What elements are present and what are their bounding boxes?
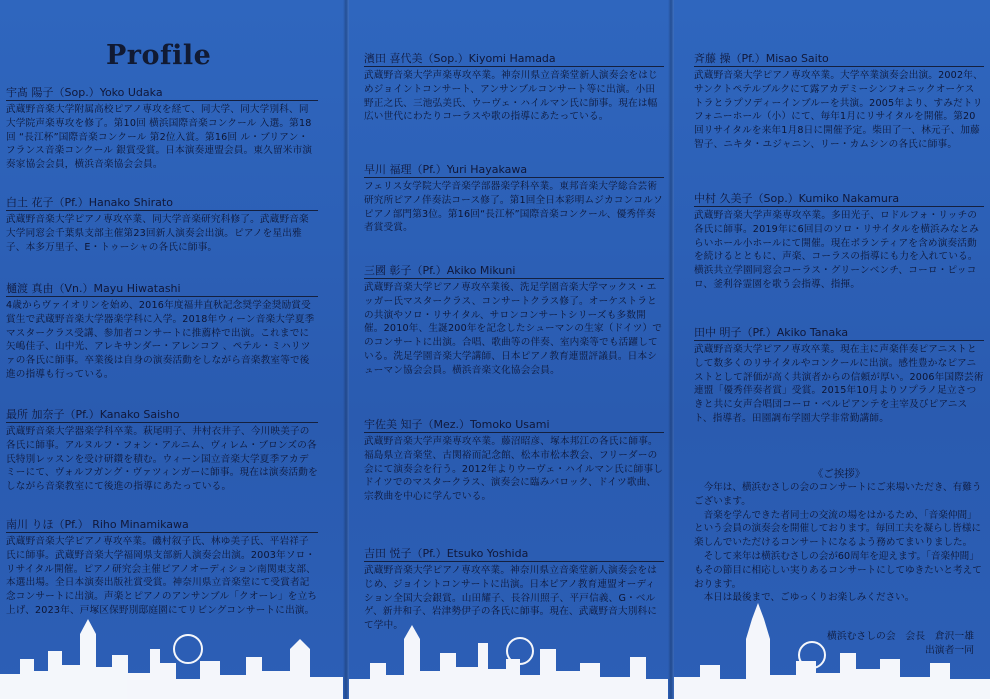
profile-name: 最所 加奈子（Pf.）Kanako Saisho	[6, 408, 318, 423]
profile-entry	[694, 192, 984, 292]
profile-bio: 武蔵野音楽大学ピアノ専攻卒業。現在主に声楽伴奏ピアニストとして数多くのリサイタルやコンクールに出演。感性豊かなピアニストとして評価が高く共演者からの信頼が厚い。2006年国際芸術連盟「優秀伴奏者賞」受賞。2015年10月よりソプラノ足立さつきと共に女声合唱団コーロ・ベルピアンテを主宰及びピアニスト、指導者。田園調布学園大学非常勤講師。	[694, 344, 984, 424]
profile-entry	[694, 52, 984, 152]
profile-entry	[364, 163, 664, 235]
profile-name: 斉藤 操（Pf.）Misao Saito	[694, 52, 984, 67]
profile-bio: 武蔵野音楽大学器楽学科卒業。萩尾明子、井村衣井子、今川映美子の各氏に師事。アルヌルフ・フォン・アルニム、ヴィレム・ブロンズの各氏特別レッスンを受け研鑽を積む。ウィーン国立音楽大学夏季アカデミーにて、ヴォルフガング・ヴァツィンガーに師事。現在は演奏活動をしながら音楽教室にて後進の指導にあたっている。	[6, 426, 318, 493]
profile-name: 吉田 悦子（Pf.）Etsuko Yoshida	[364, 547, 664, 562]
profile-entry	[364, 418, 664, 504]
profile-name: 宇髙 陽子（Sop.）Yoko Udaka	[6, 86, 318, 101]
profile-entry	[364, 264, 664, 378]
profile-bio: 武蔵野音楽大学ピアノ専攻卒業、同大学音楽研究科修了。武蔵野音楽大学同窓会千葉県支部主催第23回新人演奏会出演。ピアノを星出雅子、本多万里子、E・トゥーシャの各氏に師事。	[6, 214, 309, 253]
page-title: Profile	[106, 40, 212, 71]
profile-name: 三國 彰子（Pf.）Akiko Mikuni	[364, 264, 664, 279]
profile-bio: 武蔵野音楽大学ピアノ専攻卒業。神奈川県立音楽堂新人演奏会をはじめ、ジョイントコンサートに出演。日本ピアノ教育連盟オーディション全国大会銀賞。山田耀子、長谷川照子、平戸信義、G・ベルゲ、新井和子、岩津勢伊子の各氏に師事。現在、武蔵野音大別科にて学中。	[364, 565, 658, 632]
profile-entry	[6, 282, 318, 382]
profile-bio: 武蔵野音楽大学声楽専攻卒業。神奈川県立音楽堂新人演奏会をはじめジョイントコンサート、アンサンブルコンサート等に出演。小田野正之氏、三池弘美氏、ウーヴェ・ハイルマン氏に師事。現在は幅広い世代にわたりコーラスや歌の指導にあたっている。	[364, 70, 658, 123]
profile-name: 南川 りほ（Pf.） Riho Minamikawa	[6, 518, 318, 533]
signature-president: 横浜むさしの会 会長 倉沢一雄	[827, 631, 974, 642]
profile-name: 中村 久美子（Sop.）Kumiko Nakamura	[694, 192, 984, 207]
signature-performers: 出演者一同	[925, 645, 974, 656]
profile-bio: 武蔵野音楽大学附属高校ピアノ専攻を経て、同大学、同大学別科、同大学院声楽専攻を修了。第10回 横浜国際音楽コンクール 入選。第18回 “長江杯”国際音楽コンクール 第2位入賞。第16回 ル・ブリアン・フランス音楽コンクール 銀賞受賞。日本演奏連盟会員。東久留米市演奏家協会会員，横浜音楽協会会員。	[6, 104, 313, 171]
profile-bio: 武蔵野音楽大学ピアノ専攻卒業。大学卒業演奏会出演。2002年、サンクトペテルブルクにて露アカデミーシンフォニックオーケストラとラプソディーインブルーを共演。2005年より、すみだトリフォニーホール（小）にて、毎年1月にリサイタルを開催。第20回リサイタルを来年1月8日に開催予定。柴田了一、林元子、加藤智子、ニキタ・ユジャニン、リー・カムシンの各氏に師事。	[694, 70, 983, 150]
profile-name: 宇佐美 知子（Mez.）Tomoko Usami	[364, 418, 664, 433]
profile-bio: 武蔵野音楽大学ピアノ専攻卒業後、洗足学園音楽大学マックス・エッガー氏マスタークラス、コンサートクラス修了。オーケストラとの共演やソロ・リサイタル、サロンコンサートシリーズも多数開催。2010年、生誕200年を記念したシューマンの生家（ドイツ）でのコンサートに出演。合唱、歌曲等の伴奏、室内楽等でも活躍している。洗足学園音楽大学講師、日本ピアノ教育連盟評議員。日本シューマン協会会員。横浜音楽文化協会会員。	[364, 282, 663, 376]
greeting-heading: 《ご挨拶》	[812, 468, 866, 480]
profile-name: 濱田 喜代美（Sop.）Kiyomi Hamada	[364, 52, 664, 67]
city-skyline-illustration	[0, 579, 990, 699]
profile-entry	[6, 196, 318, 254]
profile-name: 樋渡 真由（Vn.）Mayu Hiwatashi	[6, 282, 318, 297]
profile-name: 白土 花子（Pf.）Hanako Shirato	[6, 196, 318, 211]
profile-bio: フェリス女学院大学音楽学部器楽学科卒業。東邦音楽大学総合芸術研究所ピアノ伴奏法コース修了。第1回全日本彩明ムジカコンコルソピアノ部門第3位。第16回“長江杯”国際音楽コンクール、優秀伴奏者賞受賞。	[364, 181, 663, 234]
profile-bio: 武蔵野音楽大学声楽専攻卒業。藤沼昭彦、塚本邦江の各氏に師事。福島県立音楽堂、古関裕而記念館、松本市松本教会、フリーダーの会にて演奏会を行う。2012年よりウーヴェ・ハイルマン氏に師事しドイツでのマスタークラス、演奏会に臨みバロック、ドイツ歌曲、宗教曲を中心に学んでいる。	[364, 436, 664, 503]
profile-entry	[364, 52, 664, 124]
greeting-paragraph: そして来年は横浜むさしの会が60周年を迎えます。「音楽仲間」もその節目に相応しい実りあるコンサートにしてゆきたいと考えております。	[694, 550, 982, 590]
greeting-paragraph: 本日は最後まで、ごゆっくりお楽しみください。	[703, 592, 915, 604]
profile-entry	[6, 408, 318, 494]
greeting-paragraph: 今年は、横浜むさしの会のコンサートにご来場いただき、有難うございます。	[694, 482, 982, 507]
profile-bio: 武蔵野音楽大学ピアノ専攻卒業。磯村叙子氏、林ゆ美子氏、平岩祥子氏に師事。武蔵野音楽大学福岡県支部新人演奏会出演。2003年ソロ・リサイタル開催。ピアノ研究会主催ピアノオーディション南関東支部、本選出場。全日本演奏出版社賞受賞。神奈川県立音楽堂にて受賞者記念コンサートに出演。声楽とピアノのアンサンブル「クオーレ」を立ち上げ、2023年、戸塚区保野別邸庭園にてリビングコンサートに出演。	[6, 536, 318, 616]
profile-entry	[6, 86, 318, 172]
profile-bio: 4歳からヴァイオリンを始め、2016年度福井直秋記念奨学金奨励賞受賞生で武蔵野音楽大学器楽学科に入学。2018年ウィーン音楽大学夏季マスタークラス受講、参加者コンサートに推薦枠で出演。これまでに矢嶋佳子、山中光、アレキサンダー・アレンコフ 、ペテル・ミハリツァの各氏に師事。卒業後は自身の演奏活動をしながら音楽教室等で後進の指導も行っている。	[6, 300, 315, 380]
greeting-paragraph: 音楽を学んできた者同士の交流の場をはかるため、「音楽仲間」という会員の演奏会を開催しております。毎回工夫を凝らし皆様に楽しんでいただけるコンサートになるよう務めてまいりました。	[694, 509, 982, 549]
profile-entry	[694, 326, 984, 426]
profile-name: 田中 明子（Pf.）Akiko Tanaka	[694, 326, 984, 341]
profile-name: 早川 福理（Pf.）Yuri Hayakawa	[364, 163, 664, 178]
profile-bio: 武蔵野音楽大学声楽専攻卒業。多田光子、ロドルフォ・リッチの各氏に師事。2019年に6回目のソロ・リサイタルを横浜みなとみらいホール小ホールにて開催。現在ボランティアを含め演奏活動を続けるとともに、声楽、コーラスの指導にも力を入れている。横浜共立学園同窓会コーラス・グリーンベンチ、コーロ・ピッコロ、釜利谷霊園を歌う会指導、指揮。	[694, 210, 980, 290]
